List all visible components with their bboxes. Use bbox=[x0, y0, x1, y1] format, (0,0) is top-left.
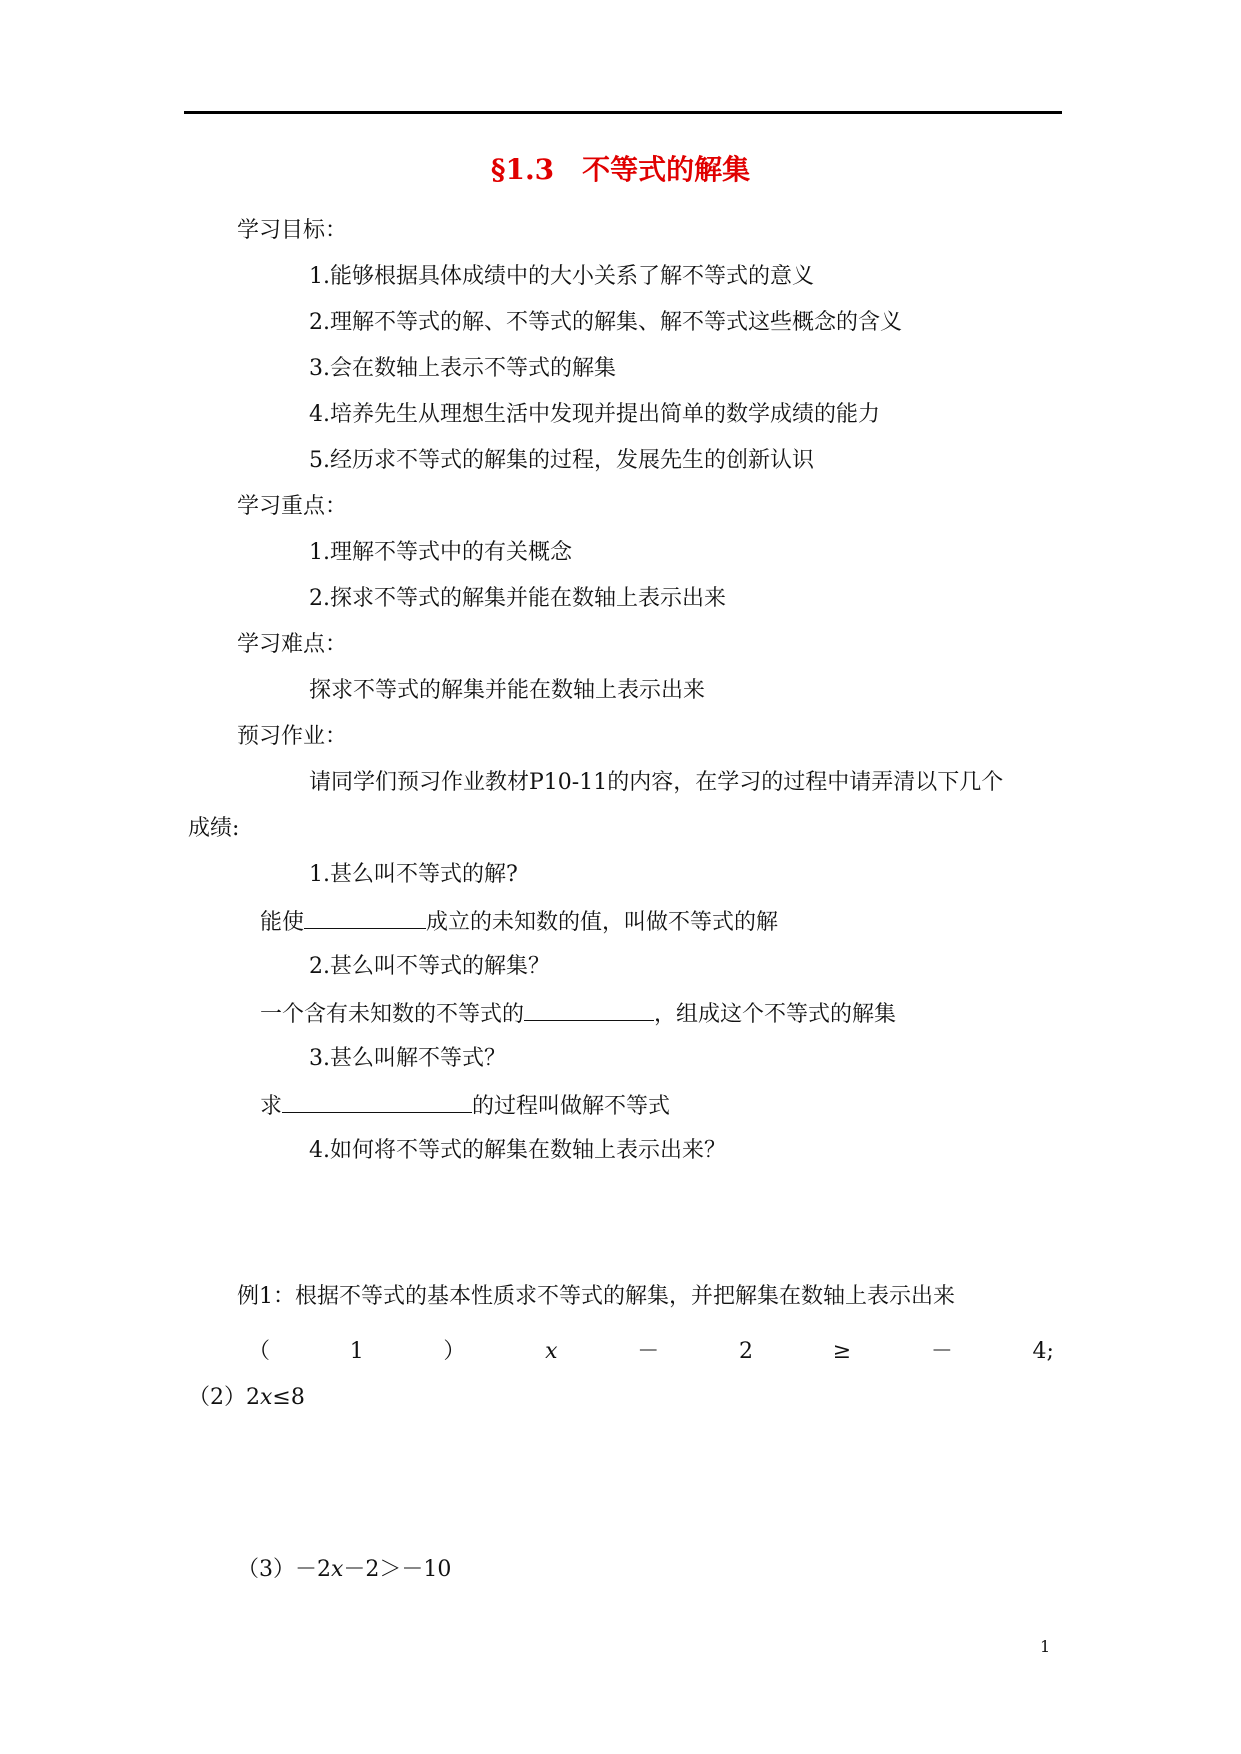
ex1-token: － bbox=[637, 1339, 660, 1364]
ex1-token: （ bbox=[248, 1339, 271, 1364]
ex1-token: 1 bbox=[349, 1339, 364, 1364]
question-2: 2.甚么叫不等式的解集？ bbox=[309, 954, 550, 979]
ex2-variable: x bbox=[260, 1385, 273, 1410]
example-part-2 bbox=[188, 1383, 305, 1413]
objective-item: 2.理解不等式的解、不等式的解集、解不等式这些概念的含义 bbox=[309, 310, 902, 335]
answer-3 bbox=[260, 1090, 670, 1122]
ex1-token: 4; bbox=[1032, 1339, 1054, 1364]
preview-heading: 预习作业： bbox=[237, 724, 348, 749]
ex1-token: x bbox=[545, 1339, 558, 1364]
answer-2 bbox=[260, 998, 896, 1030]
ex1-token: ≥ bbox=[832, 1339, 852, 1364]
difficulties-text: 探求不等式的解集并能在数轴上表示出来 bbox=[309, 678, 706, 703]
difficulties-heading: 学习难点： bbox=[237, 632, 348, 657]
ex1-token: ） bbox=[443, 1339, 466, 1364]
objective-item: 3.会在数轴上表示不等式的解集 bbox=[309, 356, 616, 381]
question-4: 4.如何将不等式的解集在数轴上表示出来？ bbox=[309, 1138, 726, 1163]
answer-1-suffix: 成立的未知数的值，叫做不等式的解 bbox=[426, 910, 779, 935]
fill-blank-2[interactable] bbox=[524, 998, 654, 1021]
answer-1 bbox=[260, 906, 778, 938]
key-points-heading: 学习重点： bbox=[237, 494, 348, 519]
answer-1-prefix: 能使 bbox=[260, 910, 305, 935]
example-intro: 例1：根据不等式的基本性质求不等式的解集，并把解集在数轴上表示出来 bbox=[237, 1284, 955, 1309]
page-title: §1.3 不等式的解集 bbox=[490, 153, 751, 186]
page-number: 1 bbox=[1040, 1637, 1051, 1656]
ex3-rest: －2＞－10 bbox=[343, 1557, 452, 1582]
question-1: 1.甚么叫不等式的解? bbox=[309, 862, 518, 887]
header-rule bbox=[184, 111, 1062, 114]
fill-blank-3[interactable] bbox=[282, 1090, 472, 1113]
fill-blank-1[interactable] bbox=[304, 906, 426, 929]
objective-item: 1.能够根据具体成绩中的大小关系了解不等式的意义 bbox=[309, 264, 814, 289]
ex3-variable: x bbox=[331, 1557, 344, 1582]
answer-2-suffix: ，组成这个不等式的解集 bbox=[654, 1002, 897, 1027]
preview-intro-line1: 请同学们预习作业教材P10-11的内容，在学习的过程中请弄清以下几个 bbox=[309, 770, 1004, 795]
example-part-3 bbox=[237, 1555, 451, 1585]
key-point-item: 2.探求不等式的解集并能在数轴上表示出来 bbox=[309, 586, 726, 611]
ex1-token: － bbox=[930, 1339, 953, 1364]
objectives-heading: 学习目标： bbox=[237, 218, 348, 243]
ex2-label: （2）2 bbox=[188, 1385, 260, 1410]
ex3-label: （3）－2 bbox=[237, 1557, 331, 1582]
question-3: 3.甚么叫解不等式？ bbox=[309, 1046, 506, 1071]
key-point-item: 1.理解不等式中的有关概念 bbox=[309, 540, 572, 565]
objective-item: 4.培养先生从理想生活中发现并提出简单的数学成绩的能力 bbox=[309, 402, 880, 427]
ex2-rest: ≤8 bbox=[272, 1385, 305, 1410]
preview-intro-line2: 成绩: bbox=[188, 816, 240, 841]
answer-2-prefix: 一个含有未知数的不等式的 bbox=[260, 1002, 525, 1027]
answer-3-suffix: 的过程叫做解不等式 bbox=[472, 1094, 671, 1119]
answer-3-prefix: 求 bbox=[260, 1094, 283, 1119]
ex1-token: 2 bbox=[738, 1339, 753, 1364]
example-part-1 bbox=[248, 1337, 1054, 1367]
objective-item: 5.经历求不等式的解集的过程，发展先生的创新认识 bbox=[309, 448, 814, 473]
